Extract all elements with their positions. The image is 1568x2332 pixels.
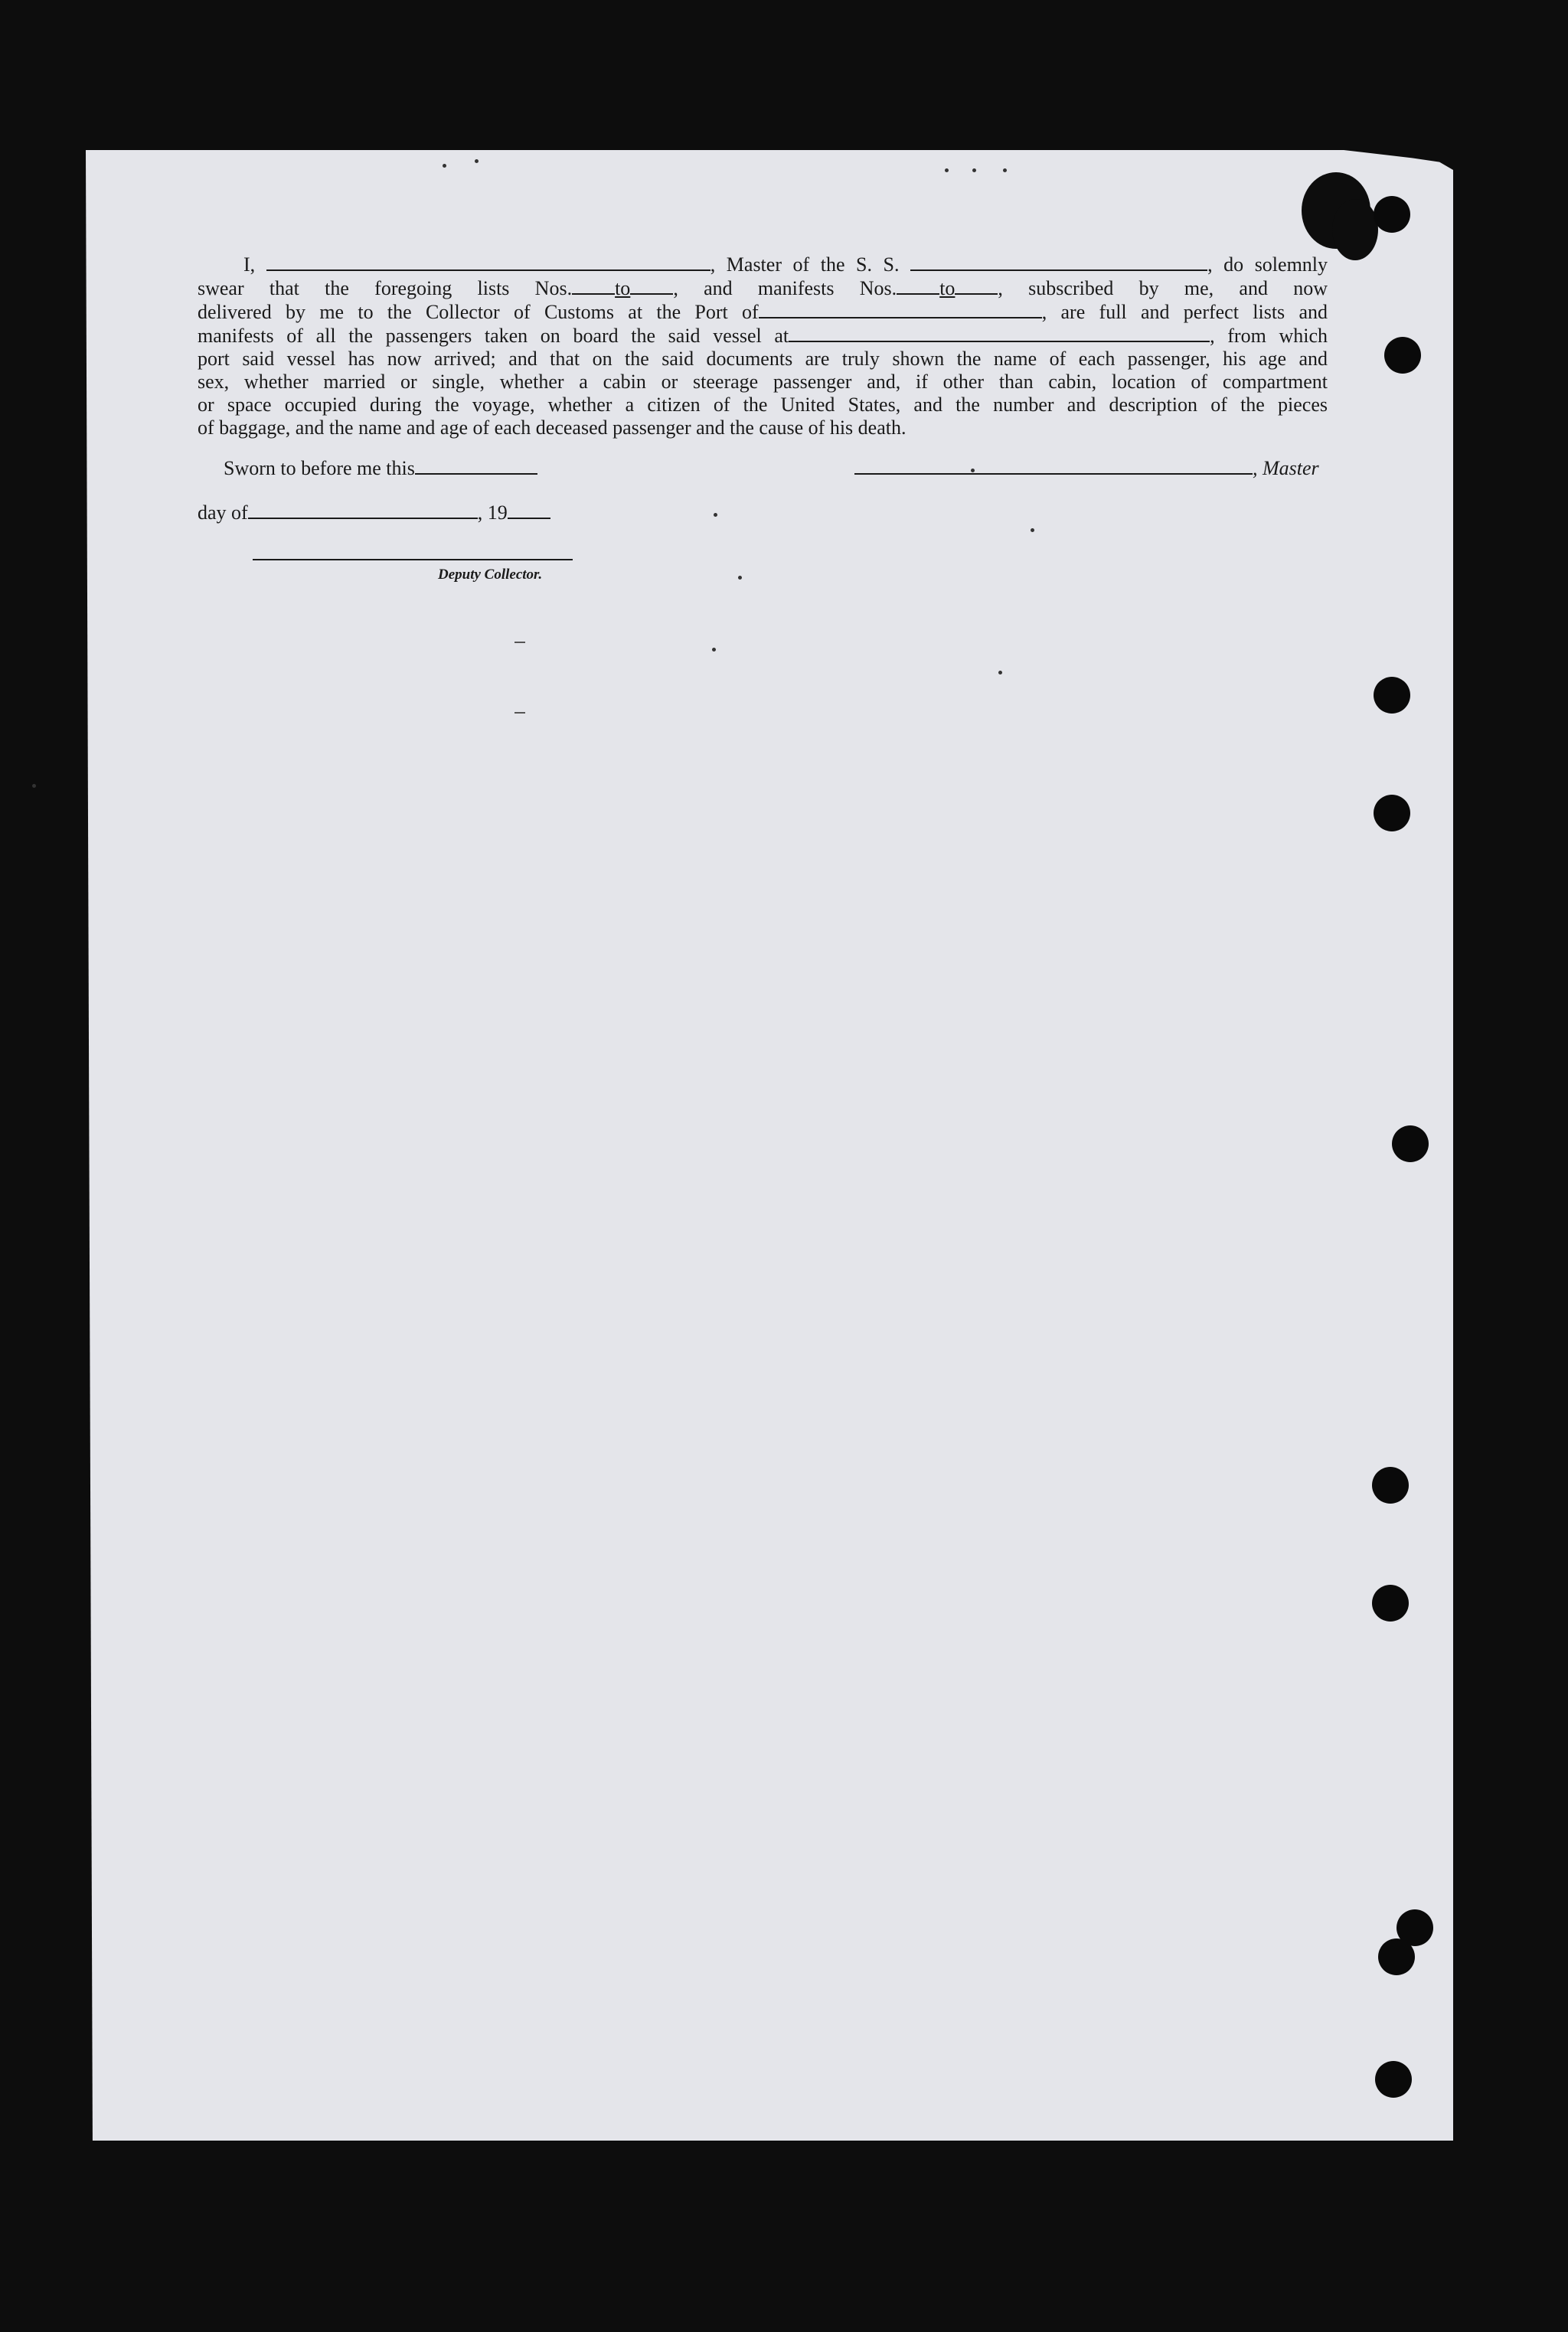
oath-text: , from which [1210,325,1328,347]
oath-text: , and manifests Nos. [673,277,897,299]
bleed-through-mark [714,513,717,517]
ink-speck [1003,168,1007,172]
master-signature-line [854,456,1319,480]
sworn-day-blank [415,456,537,475]
oath-text: delivered by me to the Collector of Customs at the Port of [198,301,759,323]
oath-line [198,324,1328,348]
sworn-text: Sworn to before me this [224,457,415,479]
punch-hole [1384,337,1421,374]
oath-line: sex, whether married or single, whether a cabin or steerage passenger and, if other than cabin, location of compartment [198,371,1328,393]
manifest-sheet [86,150,1453,2141]
master-name-blank [266,253,710,271]
master-label: , Master [1253,457,1319,479]
oath-line: of baggage, and the name and age of each deceased passenger and the cause of his death. [198,416,906,439]
punch-hole [1372,1467,1409,1504]
oath-text: , subscribed by me, and now [998,277,1328,299]
punch-hole [1372,1585,1409,1622]
punch-hole [1378,1938,1415,1975]
master-signature-blank [854,456,1253,475]
port-blank [759,300,1042,318]
ink-speck [972,168,976,172]
punch-hole [1374,196,1410,233]
oath-line: or space occupied during the voyage, whether a citizen of the United States, and the number and description of the pieces [198,394,1328,416]
oath-line: port said vessel has now arrived; and that on the said documents are truly shown the name of each passenger, his age and [198,348,1328,370]
punch-hole [1375,2061,1412,2098]
bleed-through-mark [738,576,742,580]
torn-corner [1332,199,1378,260]
oath-text: manifests of all the passengers taken on board the said vessel at [198,325,789,347]
oath-line [198,300,1328,324]
bleed-through-mark [1031,528,1034,532]
bleed-through-mark [971,469,975,472]
ink-speck [945,168,949,172]
bleed-through-mark [712,648,716,652]
bleed-through-mark [998,671,1002,674]
deputy-collector-label: Deputy Collector. [438,567,543,583]
deputy-signature-line [253,559,573,560]
day-of-text: day of [198,501,248,524]
ink-speck [32,784,36,788]
sworn-line [224,456,537,480]
oath-paragraph [198,253,1328,439]
oath-line [198,253,1328,276]
list-from-blank [572,276,615,295]
oath-text: I, [243,253,256,276]
oath-text: swear that the foregoing lists Nos. [198,277,573,299]
year-prefix: , 19 [477,501,508,524]
oath-line [198,276,1328,300]
punch-hole [1374,677,1410,714]
year-blank [508,501,550,519]
punch-hole [1374,795,1410,831]
bleed-through-mark [514,712,525,714]
oath-text: to [615,277,631,299]
bleed-through-mark [514,642,525,643]
oath-text: , are full and perfect lists and [1041,301,1328,323]
oath-text: , do solemnly [1207,253,1328,276]
list-to-blank [630,276,673,295]
oath-text: to [939,277,956,299]
month-blank [248,501,478,519]
departure-port-blank [789,324,1210,342]
ink-speck [443,164,446,168]
manifest-to-blank [955,276,998,295]
oath-text: , Master of the S. S. [710,253,900,276]
ink-speck [475,159,479,163]
manifest-from-blank [897,276,939,295]
date-line [198,501,550,524]
punch-hole [1392,1125,1429,1162]
ship-name-blank [910,253,1207,271]
